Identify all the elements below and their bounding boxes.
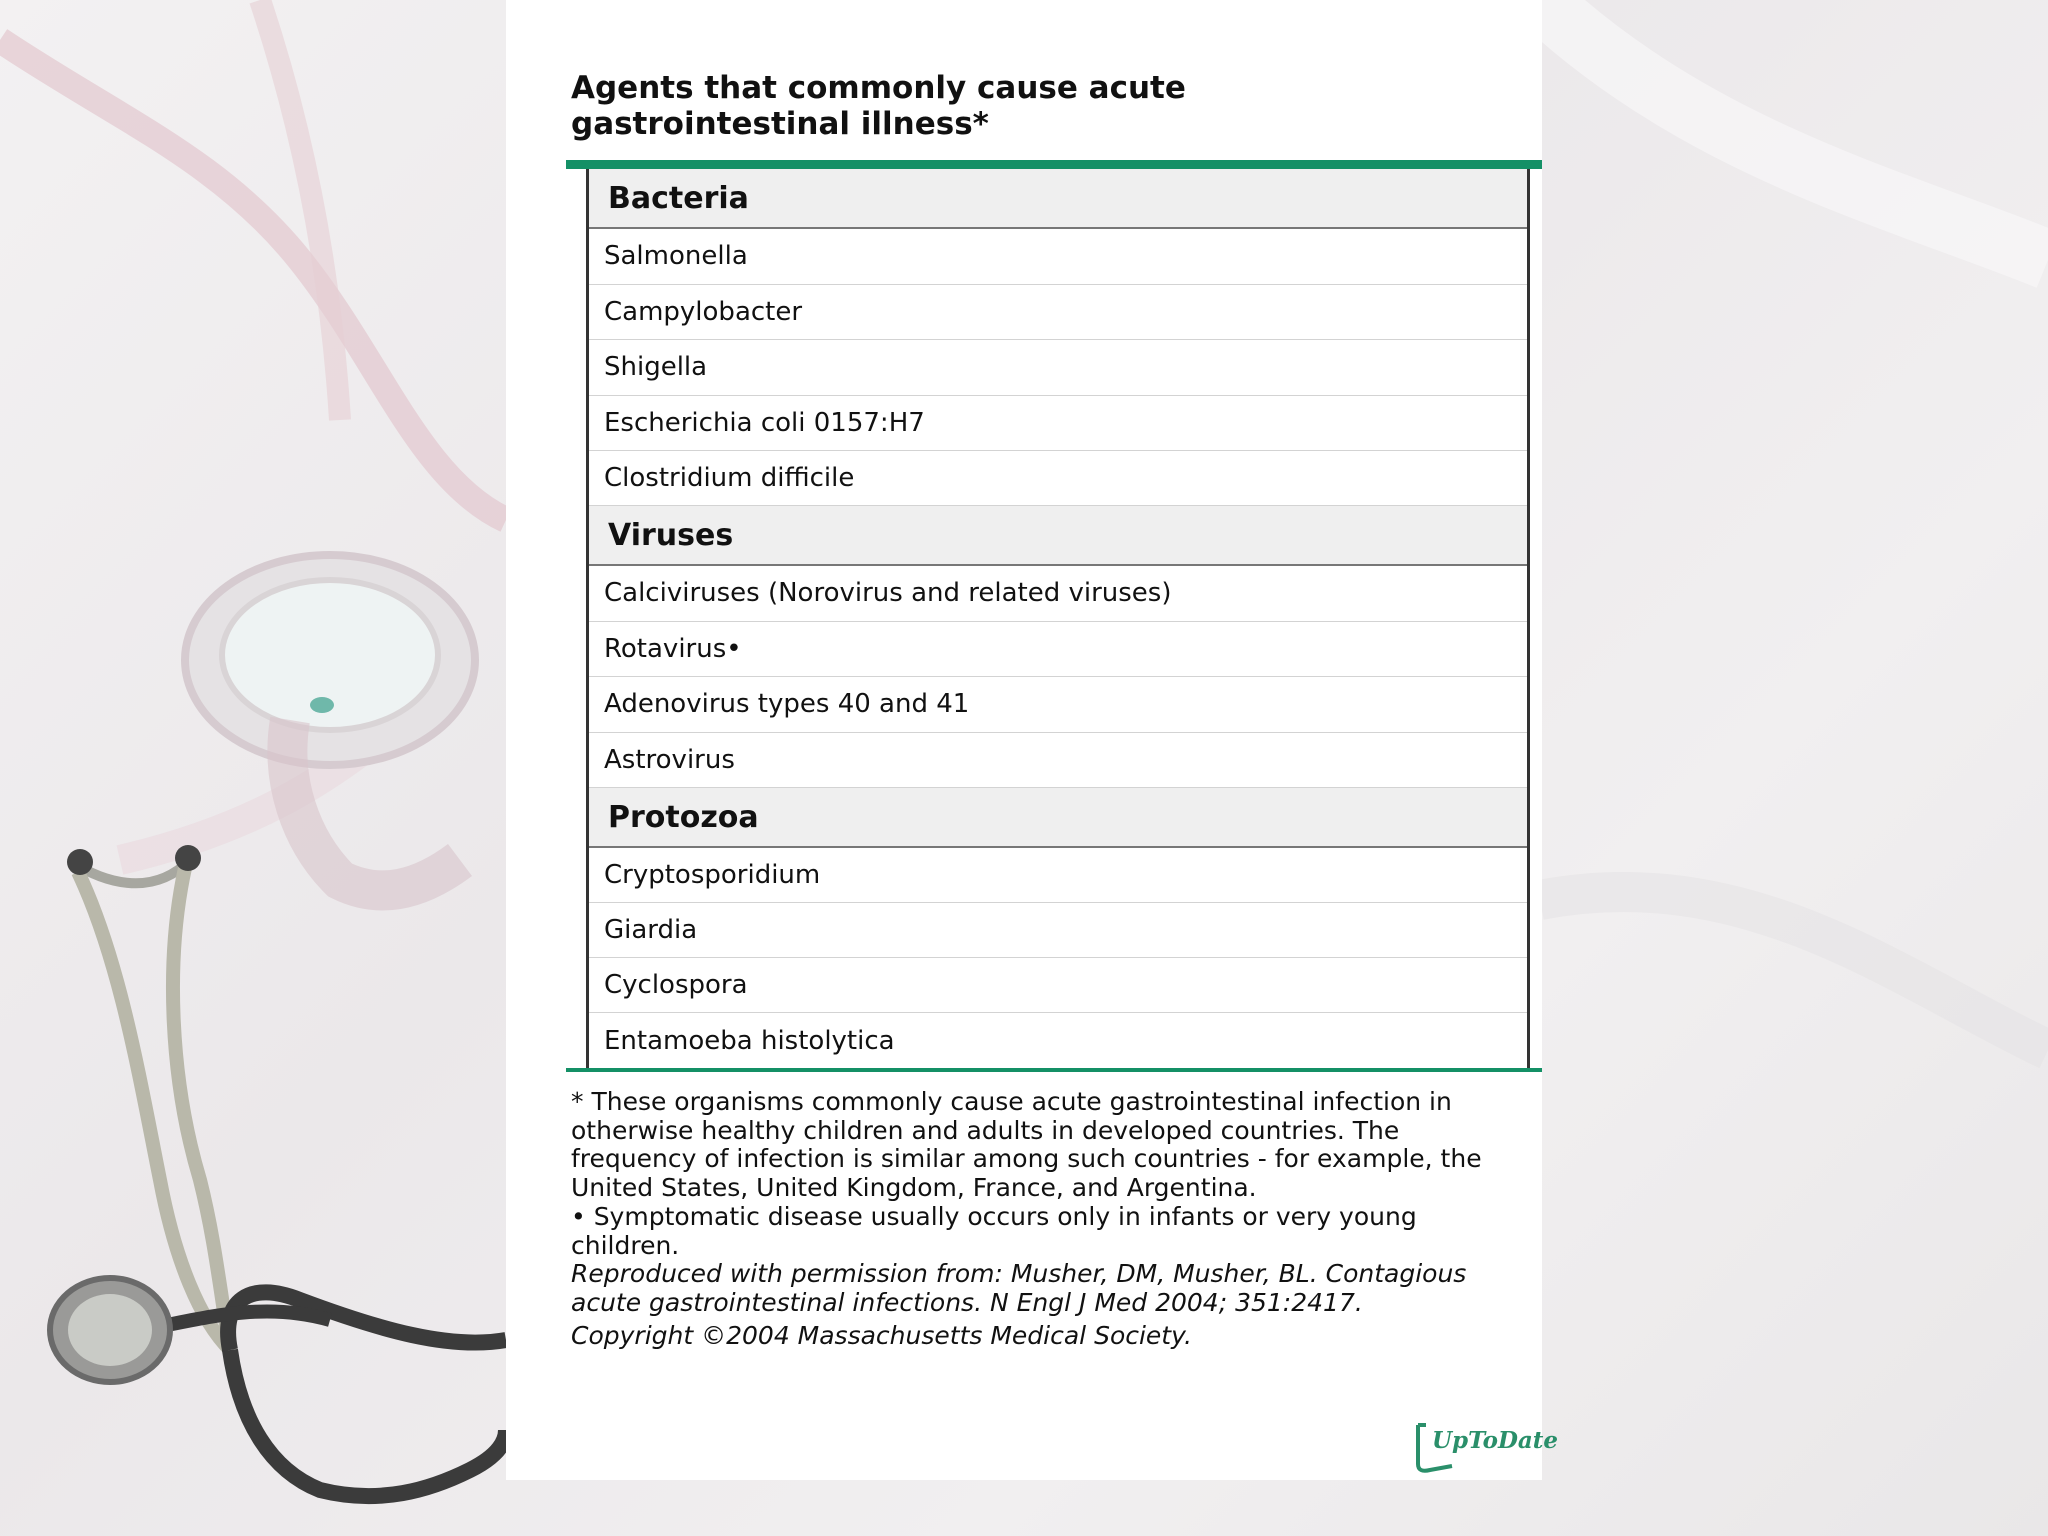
table-row: Entamoeba histolytica xyxy=(604,1025,895,1056)
logo-text: UpToDate xyxy=(1432,1427,1559,1454)
reproduced-citation: Reproduced with permission from: Musher, DM, Musher, BL. Contagious acute gastrointestinal infections. N Engl J Med 2004; 351:2417. xyxy=(571,1259,1467,1317)
section-header-bacteria: Bacteria xyxy=(589,169,1527,229)
table-row: Adenovirus types 40 and 41 xyxy=(589,677,1527,733)
table-row: Escherichia coli 0157:H7 xyxy=(589,396,1527,452)
table-row: Salmonella xyxy=(589,229,1527,285)
table-title: Agents that commonly cause acute gastrointestinal illness* xyxy=(571,70,1186,142)
copyright-notice: Copyright ©2004 Massachusetts Medical Society. xyxy=(571,1320,1192,1350)
section-header-viruses: Viruses xyxy=(589,506,1527,566)
agents-table xyxy=(586,169,1530,1068)
table-card xyxy=(506,0,1559,1480)
table-row: Shigella xyxy=(589,340,1527,396)
top-rule xyxy=(566,160,1542,169)
table-row: Cryptosporidium xyxy=(589,848,1527,903)
table-row: Rotavirus• xyxy=(589,622,1527,678)
section-header-protozoa: Protozoa xyxy=(589,788,1527,848)
uptodate-logo xyxy=(1412,1422,1559,1474)
bottom-rule xyxy=(566,1068,1542,1072)
table-row: Astrovirus xyxy=(589,733,1527,789)
table-row: Calciviruses (Norovirus and related viruses) xyxy=(589,566,1527,622)
table-row: Cyclospora xyxy=(589,958,1527,1013)
asterisk-footnote: * These organisms commonly cause acute gastrointestinal infection in otherwise healthy children and adults in developed countries. The frequency of infection is similar among such countries - for example, the United States, United Kingdom, France, and Argentina. xyxy=(571,1087,1482,1203)
table-row: Campylobacter xyxy=(589,285,1527,341)
bullet-footnote: • Symptomatic disease usually occurs only in infants or very young children. xyxy=(571,1201,1417,1260)
table-row: Clostridium difficile xyxy=(589,451,1527,506)
footnotes xyxy=(571,1088,1491,1350)
table-row: Giardia xyxy=(589,903,1527,958)
